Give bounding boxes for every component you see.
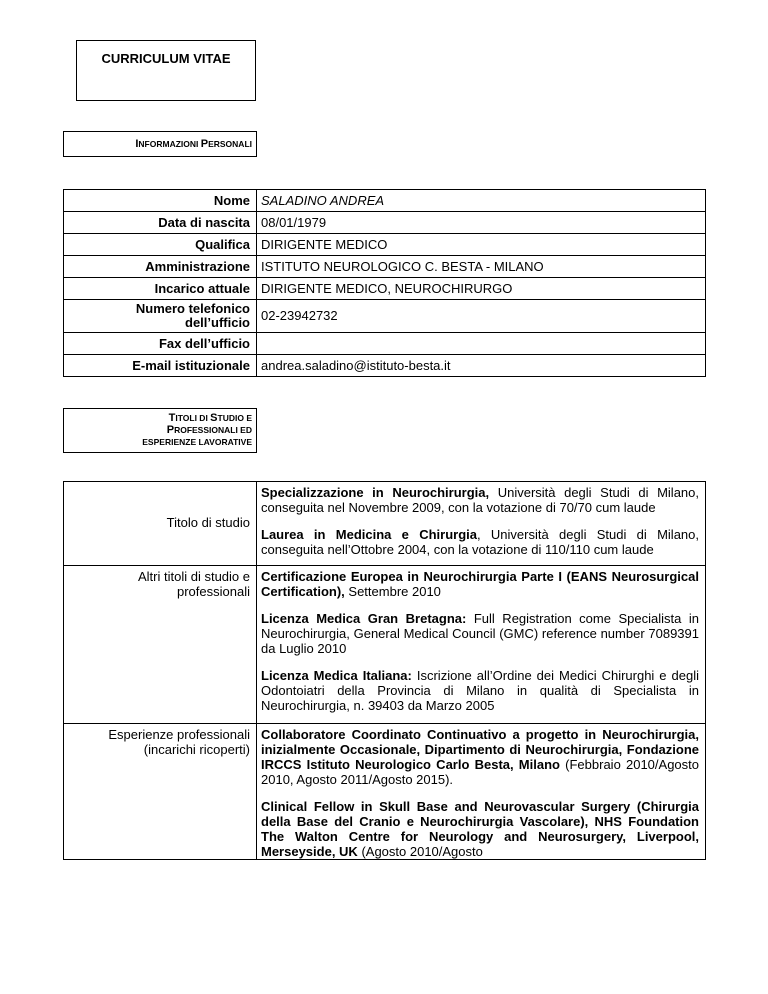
list-item: Collaboratore Coordinato Continuativo a progetto in Neurochirurgia, inizialmente Occasionale, Dipartimento di Neurochirurgia, Fondazione IRCCS Istituto Neurologico Carlo Besta, Milano (Febbraio 2010/Agosto 2010, Agosto 2011/Agosto 2015). xyxy=(261,727,699,787)
table-row xyxy=(64,566,706,724)
list-item: Clinical Fellow in Skull Base and Neurovascular Surgery (Chirurgia della Base del Cranio e Neurochirurgia Vascolare), NHS Foundation The Walton Centre for Neurology and Neurosurgery, Liverpool, Merseyside, UK (Agosto 2010/Agosto xyxy=(261,799,699,859)
document-title: CURRICULUM VITAE xyxy=(101,51,231,66)
list-item: Licenza Medica Gran Bretagna: Full Registration come Specialista in Neurochirurgia, General Medical Council (GMC) reference number 7089391 da Luglio 2010 xyxy=(261,611,699,656)
table-row xyxy=(64,300,706,333)
label-nome: Nome xyxy=(64,190,257,212)
label-amministrazione: Amministrazione xyxy=(64,256,257,278)
personal-info-table xyxy=(63,189,706,377)
table-row xyxy=(64,190,706,212)
label-incarico-attuale: Incarico attuale xyxy=(64,278,257,300)
label-email: E-mail istituzionale xyxy=(64,355,257,377)
titles-table xyxy=(63,481,706,860)
list-item: Licenza Medica Italiana: Iscrizione all’Ordine dei Medici Chirurghi e degli Odontoiatri della Provincia di Milano in qualità di Specialista in Neurochirurgia, n. 39403 da Marzo 2005 xyxy=(261,668,699,713)
table-row xyxy=(64,256,706,278)
label-qualifica: Qualifica xyxy=(64,234,257,256)
section-label-personal-info: INFORMAZIONI PERSONALI xyxy=(135,138,252,150)
table-row xyxy=(64,355,706,377)
section-label-titles: TITOLI DI STUDIO E PROFESSIONALI ED ESPERIENZE LAVORATIVE xyxy=(142,412,252,447)
value-email: andrea.saladino@istituto-besta.it xyxy=(257,355,706,377)
value-nome: SALADINO ANDREA xyxy=(257,190,706,212)
value-numero-telefonico: 02-23942732 xyxy=(257,300,706,333)
label-titolo-studio: Titolo di studio xyxy=(64,482,257,566)
label-fax: Fax dell’ufficio xyxy=(64,333,257,355)
table-row xyxy=(64,333,706,355)
section-header-personal-info xyxy=(63,131,257,157)
table-row xyxy=(64,212,706,234)
label-data-nascita: Data di nascita xyxy=(64,212,257,234)
value-amministrazione: ISTITUTO NEUROLOGICO C. BESTA - MILANO xyxy=(257,256,706,278)
label-numero-telefonico: Numero telefonico dell’ufficio xyxy=(64,300,257,333)
value-titolo-studio xyxy=(257,482,706,566)
value-qualifica: DIRIGENTE MEDICO xyxy=(257,234,706,256)
value-incarico-attuale: DIRIGENTE MEDICO, NEUROCHIRURGO xyxy=(257,278,706,300)
table-row xyxy=(64,724,706,860)
table-row xyxy=(64,278,706,300)
list-item: Specializzazione in Neurochirurgia, Università degli Studi di Milano, conseguita nel Novembre 2009, con la votazione di 70/70 cum laude xyxy=(261,485,699,515)
value-data-nascita: 08/01/1979 xyxy=(257,212,706,234)
section-header-titles xyxy=(63,408,257,453)
label-altri-titoli: Altri titoli di studio e professionali xyxy=(64,566,257,724)
table-row xyxy=(64,482,706,566)
list-item: Laurea in Medicina e Chirurgia, Università degli Studi di Milano, conseguita nell’Ottobre 2004, con la votazione di 110/110 cum laude xyxy=(261,527,699,557)
value-esperienze xyxy=(257,724,706,860)
value-altri-titoli xyxy=(257,566,706,724)
cv-title-box xyxy=(76,40,256,101)
table-row xyxy=(64,234,706,256)
value-fax xyxy=(257,333,706,355)
label-esperienze: Esperienze professionali (incarichi ricoperti) xyxy=(64,724,257,860)
list-item: Certificazione Europea in Neurochirurgia Parte I (EANS Neurosurgical Certification), Settembre 2010 xyxy=(261,569,699,599)
